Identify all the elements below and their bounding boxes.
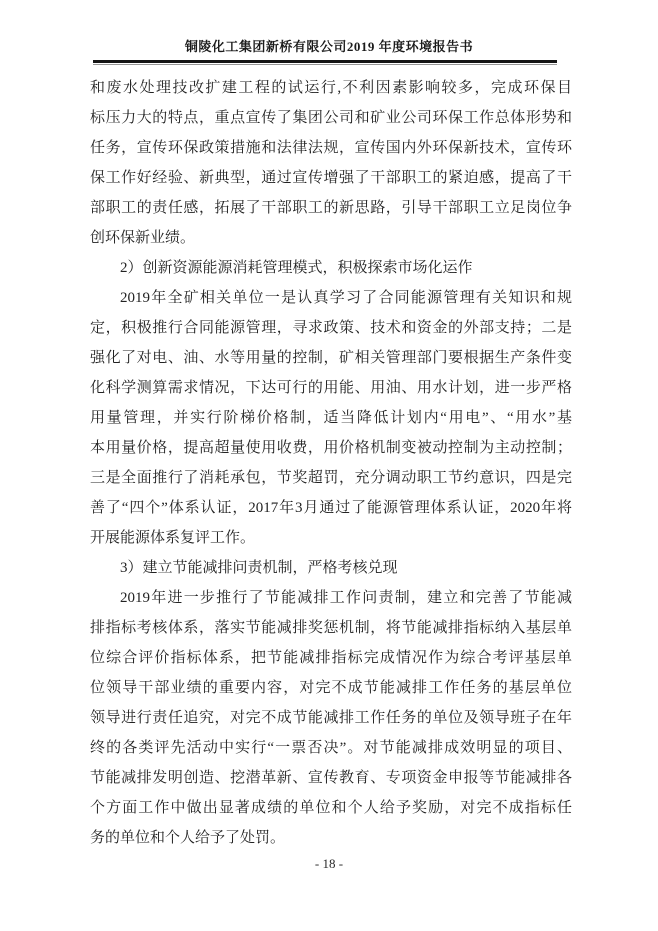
body-text-line: 排指标考核体系，落实节能减排奖惩机制，将节能减排指标纳入基层单 xyxy=(90,620,572,636)
body-text-line: 节能减排发明创造、挖潜革新、宣传教育、专项资金申报等节能减排各 xyxy=(90,770,572,786)
body-text-line: 开展能源体系复评工作。 xyxy=(90,530,256,546)
body-text-line: 和废水处理技改扩建工程的试运行,不利因素影响较多，完成环保目 xyxy=(90,80,572,96)
body-text-line: 定，积极推行合同能源管理，寻求政策、技术和资金的外部支持；二是 xyxy=(90,320,572,336)
body-text-line: 标压力大的特点，重点宣传了集团公司和矿业公司环保工作总体形势和 xyxy=(90,110,572,126)
body-text-line: 本用量价格，提高超量使用收费，用价格机制变被动控制为主动控制； xyxy=(90,440,572,456)
body-text-line: 部职工的责任感，拓展了干部职工的新思路，引导干部职工立足岗位争 xyxy=(90,200,572,216)
body-text-line: 强化了对电、油、水等用量的控制，矿相关管理部门要根据生产条件变 xyxy=(90,350,572,366)
body-text-line: 2019年全矿相关单位一是认真学习了合同能源管理有关知识和规 xyxy=(120,290,572,306)
body-text-line: 务的单位和个人给予了处罚。 xyxy=(90,830,286,846)
section-heading-line: 2）创新资源能源消耗管理模式，积极探索市场化运作 xyxy=(120,260,473,276)
section-heading-line: 3）建立节能减排问责机制，严格考核兑现 xyxy=(120,560,398,576)
document-body xyxy=(90,73,572,853)
body-text-line: 善了“四个”体系认证，2017年3月通过了能源管理体系认证，2020年将 xyxy=(90,500,572,516)
page-number: - 18 - xyxy=(314,856,344,871)
page-footer xyxy=(0,856,658,872)
body-text-line: 三是全面推行了消耗承包，节奖超罚，充分调动职工节约意识，四是完 xyxy=(90,470,572,486)
body-text-line: 个方面工作中做出显著成绩的单位和个人给予奖励，对完不成指标任 xyxy=(90,800,572,816)
header-title: 铜陵化工集团新桥有限公司2019 年度环境报告书 xyxy=(184,39,474,54)
body-text-line: 位领导干部业绩的重要内容，对完不成节能减排工作任务的基层单位 xyxy=(90,680,572,696)
body-text-line: 保工作好经验、新典型，通过宣传增强了干部职工的紧迫感，提高了干 xyxy=(90,170,572,186)
body-text-line: 领导进行责任追究，对完不成节能减排工作任务的单位及领导班子在年 xyxy=(90,710,572,726)
body-text-line: 终的各类评先活动中实行“一票否决”。对节能减排成效明显的项目、 xyxy=(90,740,572,756)
body-text-line: 2019年进一步推行了节能减排工作问责制，建立和完善了节能减 xyxy=(120,590,572,606)
body-text-line: 创环保新业绩。 xyxy=(90,230,196,246)
header-divider xyxy=(93,60,557,65)
body-text-line: 用量管理，并实行阶梯价格制，适当降低计划内“用电”、“用水”基 xyxy=(90,410,572,426)
body-text-line: 任务，宣传环保政策措施和法律法规，宣传国内外环保新技术，宣传环 xyxy=(90,140,572,156)
page-header xyxy=(0,0,658,65)
body-text-line: 位综合评价指标体系，把节能减排指标完成情况作为综合考评基层单 xyxy=(90,650,572,666)
body-text-line: 化科学测算需求情况，下达可行的用能、用油、用水计划，进一步严格 xyxy=(90,380,572,396)
